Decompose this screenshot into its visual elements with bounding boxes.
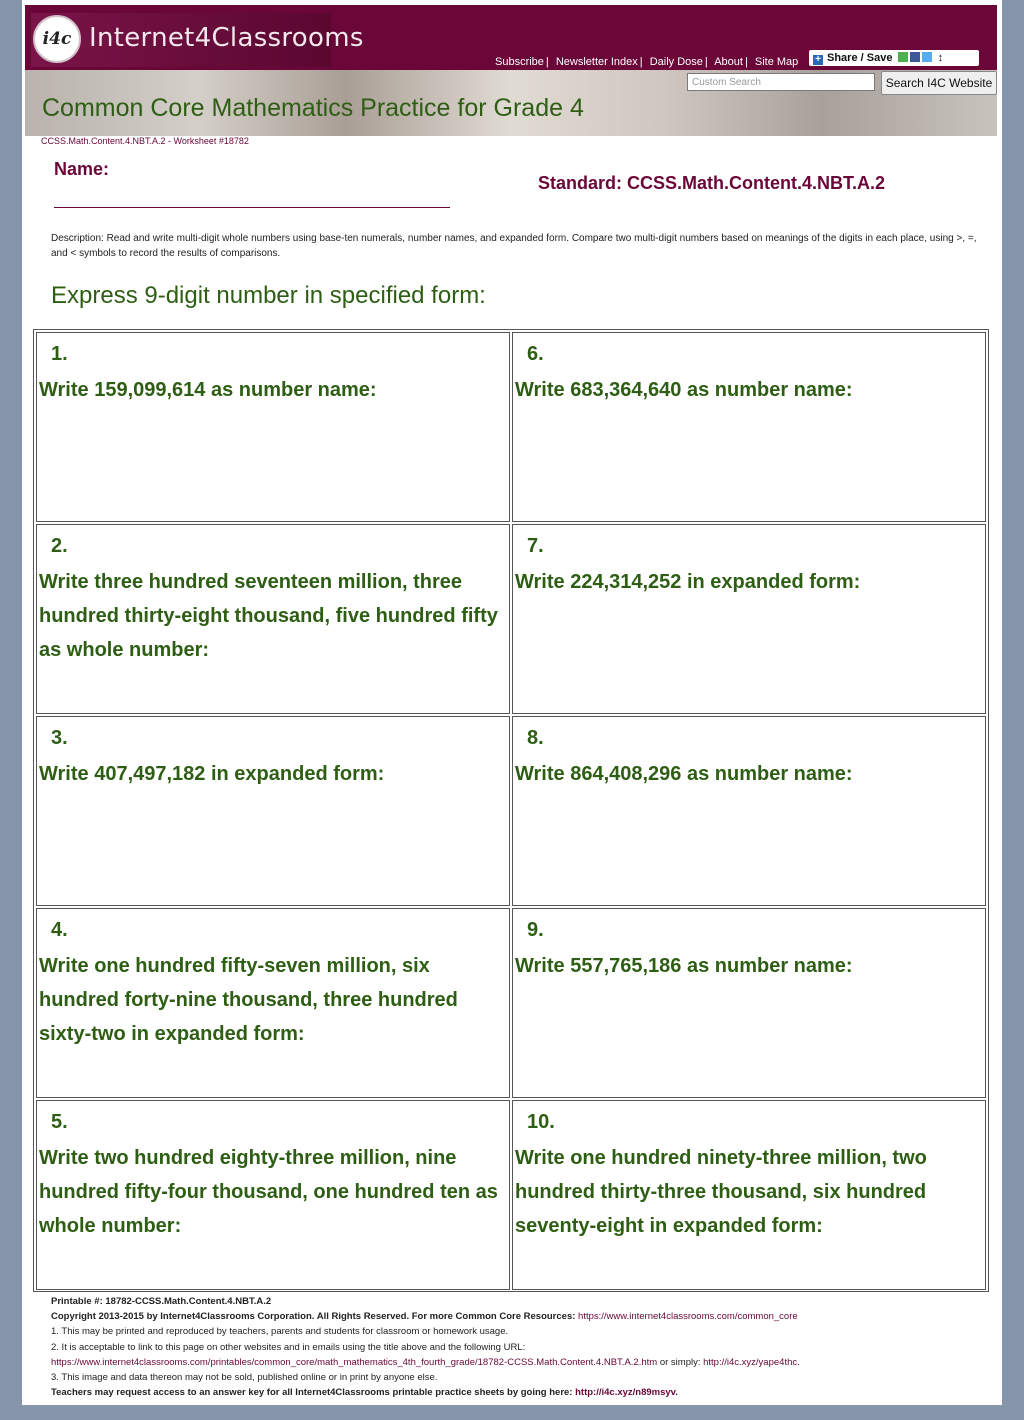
question-text: Write 407,497,182 in expanded form: — [39, 763, 385, 785]
question-number: 7. — [527, 535, 544, 557]
question-cell-2 — [36, 524, 510, 714]
site-logo[interactable] — [31, 13, 364, 67]
question-text: Write one hundred fifty-seven million, six hundred forty-nine thousand, three hundred sixty-two in expanded form: — [39, 955, 458, 1045]
share-save-button[interactable] — [809, 50, 979, 66]
question-cell-5 — [36, 1100, 510, 1290]
answer-key-line: Teachers may request access to an answer key for all Internet4Classrooms printable practice sheets by going here: http://i4c.xyz/n89msyv. — [51, 1387, 678, 1399]
nav-subscribe[interactable]: Subscribe — [495, 56, 544, 68]
question-cell-3 — [36, 716, 510, 906]
copyright-line — [51, 1309, 995, 1324]
question-text: Write two hundred eighty-three million, nine hundred fifty-four thousand, one hundred ten as whole number: — [39, 1147, 498, 1237]
logo-badge: i4c — [33, 15, 81, 63]
question-grid — [33, 329, 989, 1292]
question-number: 9. — [527, 919, 544, 941]
question-text: Write 557,765,186 as number name: — [515, 955, 853, 977]
top-navigation — [495, 56, 798, 68]
name-label: Name: — [54, 159, 110, 179]
question-text: Write one hundred ninety-three million, two hundred thirty-three thousand, six hundred seventy-eight in expanded form: — [515, 1147, 927, 1237]
question-number: 1. — [51, 343, 68, 365]
question-text: Write 864,408,296 as number name: — [515, 763, 853, 785]
page-url-link[interactable]: https://www.internet4classrooms.com/printables/common_core/math_mathematics_4th_fourth_grade/18782-CCSS.Math.Content.4.NBT.A.2.htm — [51, 1356, 658, 1368]
answer-key-link[interactable]: http://i4c.xyz/n89msyv — [575, 1387, 676, 1399]
name-line — [54, 207, 450, 208]
nav-separator: | — [744, 56, 748, 68]
logo-text: Internet4Classrooms — [89, 23, 364, 53]
usage-note-1: 1. This may be printed and reproduced by teachers, parents and students for classroom or homework usage. — [51, 1326, 509, 1338]
nav-newsletter-index[interactable]: Newsletter Index — [555, 56, 638, 68]
usage-note-2: 2. It is acceptable to link to this page on other websites and in emails using the title above and the following URL: — [51, 1341, 526, 1353]
nav-about[interactable]: About — [714, 56, 743, 68]
common-core-link[interactable]: https://www.internet4classrooms.com/common_core — [578, 1311, 798, 1323]
nav-site-map[interactable]: Site Map — [754, 56, 799, 68]
question-number: 2. — [51, 535, 68, 557]
printable-number: Printable #: 18782-CCSS.Math.Content.4.NBT.A.2 — [51, 1296, 272, 1307]
question-number: 10. — [527, 1111, 555, 1133]
question-text: Write three hundred seventeen million, three hundred thirty-eight thousand, five hundred fifty as whole number: — [39, 571, 498, 661]
search-button[interactable]: Search I4C Website — [881, 71, 997, 95]
footer — [51, 1294, 995, 1400]
page-url-line: https://www.internet4classrooms.com/printables/common_core/math_mathematics_4th_fourth_grade/18782-CCSS.Math.Content.4.NBT.A.2.htm or simply: http://i4c.xyz/yape4thc. — [51, 1356, 800, 1368]
copyright-text: Copyright 2013-2015 by Internet4Classrooms Corporation. All Rights Reserved. For more Common Core Resources: — [51, 1311, 576, 1323]
facebook-icon — [910, 52, 920, 62]
nav-separator: | — [545, 56, 549, 68]
instructions-heading: Express 9-digit number in specified form: — [51, 282, 486, 309]
plus-icon: + — [813, 55, 823, 65]
usage-note-3: 3. This image and data thereon may not be sold, published online or in print by anyone else. — [51, 1372, 438, 1384]
question-cell-6 — [512, 332, 986, 522]
answer-key-text: Teachers may request access to an answer key for all Internet4Classrooms printable practice sheets by going here: — [51, 1387, 573, 1399]
nav-daily-dose[interactable]: Daily Dose — [649, 56, 703, 68]
chevron-updown-icon: ↕ — [937, 52, 944, 64]
question-number: 8. — [527, 727, 544, 749]
question-number: 3. — [51, 727, 68, 749]
question-cell-1 — [36, 332, 510, 522]
question-number: 4. — [51, 919, 68, 941]
nav-separator: | — [639, 56, 643, 68]
question-cell-8 — [512, 716, 986, 906]
question-cell-4 — [36, 908, 510, 1098]
search-input[interactable]: Custom Search — [687, 73, 875, 91]
worksheet-page — [22, 0, 1002, 1405]
or-simply-text: or simply: — [659, 1356, 701, 1368]
short-url-link[interactable]: http://i4c.xyz/yape4thc — [703, 1356, 798, 1368]
page-title: Common Core Mathematics Practice for Grade 4 — [42, 94, 584, 122]
question-text: Write 683,364,640 as number name: — [515, 379, 853, 401]
site-header — [25, 5, 997, 70]
question-text: Write 159,099,614 as number name: — [39, 379, 377, 401]
question-number: 5. — [51, 1111, 68, 1133]
worksheet-id: CCSS.Math.Content.4.NBT.A.2 - Worksheet #18782 — [41, 136, 249, 146]
question-number: 6. — [527, 343, 544, 365]
twitter-icon — [922, 52, 932, 62]
email-share-icon — [898, 52, 908, 62]
share-save-label: Share / Save — [827, 52, 893, 64]
nav-separator: | — [704, 56, 708, 68]
description-text: Description: Read and write multi-digit whole numbers using base-ten numerals, number names, and expanded form. Compare two multi-digit numbers based on meanings of the digits in each place, using >, =, and < symbols to record the results of comparisons. — [51, 233, 977, 259]
question-cell-9 — [512, 908, 986, 1098]
question-text: Write 224,314,252 in expanded form: — [515, 571, 861, 593]
standard-label: Standard: CCSS.Math.Content.4.NBT.A.2 — [538, 173, 886, 193]
question-cell-10 — [512, 1100, 986, 1290]
question-cell-7 — [512, 524, 986, 714]
